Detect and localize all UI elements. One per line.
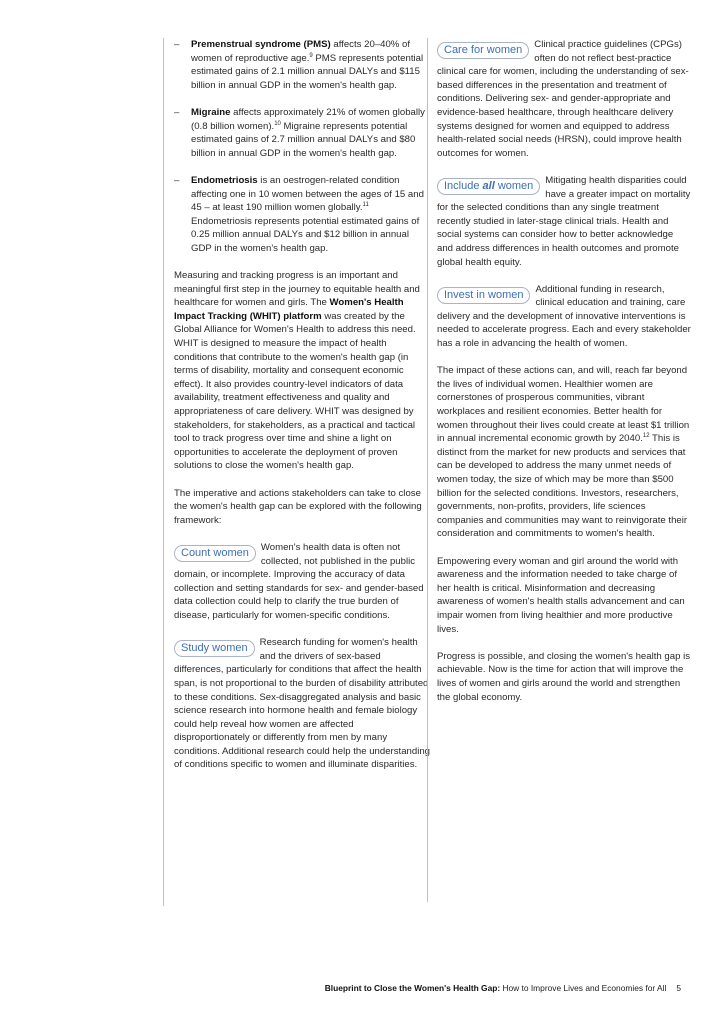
footer-title-bold: Blueprint to Close the Women's Health Gap: (324, 983, 501, 993)
whit-platform-name: Women's Health Impact Tracking (WHIT) platform (174, 297, 404, 322)
invest-in-women-pill: Invest in women (437, 287, 530, 304)
imperative-paragraph: The imperative and actions stakeholders can take to close the women's health gap can be explored with the following framework: (174, 487, 422, 526)
framework-care-for-women (437, 38, 691, 160)
impact-paragraph: The impact of these actions can, and will, reach far beyond the lives of individual women. Healthier women are cornerstones of prosperous communities, vibrant workplaces and resilient economies. Better health for women throughout their lives could create at least $1 trillion in annual incremental economic growth by 2040.12 This is distinct from the market for new products and services that can be developed to address the many unmet needs of women today, the size of which may be more than $500 billion for the selected conditions. Investors, researchers, governments, non-profits, providers, life sciences companies and communities may want to reinvigorate their consideration and commitments to women's health. (437, 365, 690, 540)
count-women-pill: Count women (174, 545, 256, 562)
framework-include-all-women (437, 174, 691, 269)
study-women-text: Research funding for women's health and the drivers of sex-based differences, particularly for conditions that affect the health span, is not proportional to the burden of disability attributed to these conditions. Sex-disaggregated analysis and basic science research into hormone health and female biology could help reveal how women are affected disproportionately or differently from men by many conditions. Additional research could help the understanding of conditions specific to women and illuminate disparities. (174, 637, 430, 771)
framework-count-women (174, 541, 430, 623)
framework-invest-in-women (437, 283, 691, 351)
left-column (163, 38, 430, 906)
whit-paragraph: Measuring and tracking progress is an important and meaningful first step in the journey to equitable health and healthcare for women and girls. The Women's Health Impact Tracking (WHIT) platform was created by the Global Alliance for Women's Health to address this need. WHIT is designed to measure the impact of health conditions that contribute to the women's health gap (in terms of disability, mortality and consequent economic effect). It also provides country-level indicators of data availability, treatment effectiveness and quality and appropriateness of care delivery. WHIT was designed by stakeholders, for stakeholders, as a practical and tactical tool to track progress over time and shine a light on opportunities to accelerate the deployment of proven solutions to close the women's health gap. (174, 270, 420, 472)
care-for-women-text: Clinical practice guidelines (CPGs) often do not reflect best-practice clinical care for women, including the understanding of sex-based differences in the presentation and treatment of conditions. Delivering sex- and gender-appropriate and evidence-based healthcare, through healthcare delivery systems designed for women and equipped to address health-related social needs (HRSN), could improve health outcomes for women. (437, 39, 689, 159)
page-footer (0, 983, 681, 993)
list-item-migraine: – Migraine affects approximately 21% of women globally (0.8 billion women).$^{10}$ Migraine represents potential estimated gains of 2.7 million annual DALYs and $80 billion in annual GDP in the women's health gap. (174, 106, 425, 159)
list-item-pms: – Premenstrual syndrome (PMS) affects 20–40% of women of reproductive age.$^9$ PMS represents potential estimated gains of 2.1 million annual DALYs and $115 billion in annual GDP in the women's health gap. (174, 39, 424, 91)
term-pms: Premenstrual syndrome (PMS) (191, 39, 331, 50)
right-column (427, 38, 691, 902)
study-women-pill: Study women (174, 640, 255, 657)
include-all-women-pill: Include all women (437, 178, 540, 195)
invest-in-women-text: Additional funding in research, clinical education and training, care delivery and the development of innovative interventions is needed to accelerate progress. Each and every stakeholder has a role in advancing the health of women. (437, 283, 691, 350)
footer-title-rest: How to Improve Lives and Economies for All (500, 983, 667, 993)
progress-paragraph: Progress is possible, and closing the women's health gap is achievable. Now is the time for action that will improve the lives of women and girls around the world and strengthen the global economy. (437, 650, 691, 703)
list-item-endometriosis: – Endometriosis is an oestrogen-related condition affecting one in 10 women between the ages of 15 and 45 – at least 190 million women globally.$^{11}$ Endometriosis represents potential estimated gains of 0.25 million annual DALYs and $12 billion in annual GDP in the women's health gap. (174, 174, 424, 254)
empower-paragraph: Empowering every woman and girl around the world with awareness and the information needed to take charge of her health is critical. Misinformation and decreasing awareness of women's health stalls advancement and can impair women from living healthier and more productive lives. (437, 555, 685, 635)
condition-list (174, 38, 430, 256)
term-endometriosis: Endometriosis (191, 174, 258, 186)
term-migraine: Migraine (191, 106, 231, 118)
include-all-women-text: Mitigating health disparities could have a greater impact on mortality for the selected conditions than any single treatment recently studied in later-stage clinical trials. Health and social systems can consider how to better acknowledge and address differences in health outcomes and promote global health equity. (437, 174, 691, 268)
page-number: 5 (676, 983, 681, 993)
framework-study-women (174, 636, 430, 772)
care-for-women-pill: Care for women (437, 42, 529, 59)
count-women-text: Women's health data is often not collected, not published in the public domain, or incomplete. Improving the accuracy of data collection and setting standards for sex- and gender-based data collection could help to clarify the true burden of disease, particularly for women-specific conditions. (174, 541, 424, 621)
